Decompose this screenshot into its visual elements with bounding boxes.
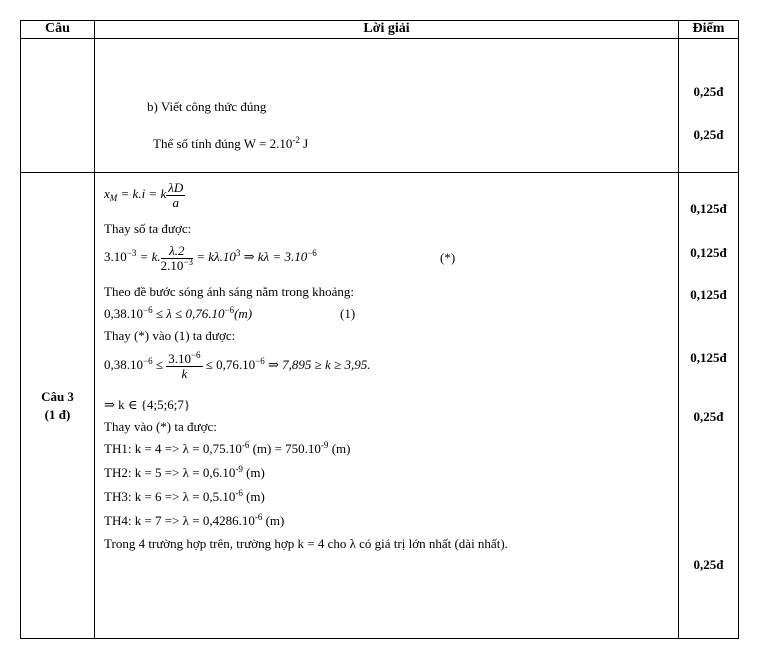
question-cell — [21, 39, 95, 173]
header-diem: Điểm — [679, 21, 739, 39]
points-value: 0,25đ — [693, 127, 724, 142]
question-points: (1 đ) — [44, 407, 71, 422]
case-th2: TH2: $k = 5 => \lambda = 0,6.10^{-9}$ (m) — [104, 464, 265, 480]
equation-k-lambda: $3.10^{-3} = k$. $\frac{\lambda.2}{2.10^{-3}}$ = $k\lambda.10^3$ ⇒ $k\lambda = 3.10^{-6}$ — [104, 242, 317, 273]
equation-inequality: $0,38.10^{-6}$ ≤ $\frac{3.10^{-6}}{k}$ ≤ $0,76.10^{-6}$ ⇒ 7,895 ≥ k ≥ 3,95. — [104, 349, 371, 381]
table-row — [21, 39, 739, 173]
table-row — [21, 173, 739, 639]
solution-table — [20, 20, 739, 639]
points-cell — [679, 39, 739, 173]
points-cell — [679, 173, 739, 639]
line-theo-de: Theo đề bước sóng ánh sáng nằm trong khoảng: — [104, 284, 355, 299]
line-w: Thế số tính đúng $W = 2.10^{-2}$ J — [153, 135, 309, 151]
line-thay-vao: Thay vào (*) ta được: — [104, 419, 217, 434]
star-label: (*) — [440, 250, 456, 265]
case-th3: TH3: $k = 6 => \lambda = 0,5.10^{-6}$ (m) — [104, 488, 265, 504]
conclusion-text: Trong 4 trường hợp trên, trường hợp k = 4 cho λ có giá trị lớn nhất (dài nhất). — [104, 536, 508, 551]
equation-tag: (1) — [340, 306, 356, 321]
solution-cell — [95, 173, 679, 639]
points-value: 0,125đ — [690, 350, 727, 365]
points-value: 0,25đ — [693, 409, 724, 424]
line-b: b) Viết công thức đúng — [147, 99, 267, 114]
points-value: 0,25đ — [693, 84, 724, 99]
line-thay-so: Thay số ta được: — [104, 221, 192, 236]
line-thay-star: Thay (*) vào (1) ta được: — [104, 328, 236, 343]
points-value: 0,125đ — [690, 245, 727, 260]
equation-xm: $x_M = k.i = k$ $\frac{\lambda D}{a}$ — [104, 179, 184, 210]
points-value: 0,125đ — [690, 201, 727, 216]
question-label: Câu 3 — [41, 389, 74, 404]
header-cau: Câu — [21, 21, 95, 39]
solution-cell — [95, 39, 679, 173]
equation-k-set: ⇒ k ∈ {4;5;6;7} — [104, 397, 191, 412]
header-row — [21, 21, 739, 39]
equation-range: $0,38.10^{-6} \le \lambda \le 0,76.10^{-6}(m)$ — [104, 305, 253, 321]
points-value: 0,125đ — [690, 287, 727, 302]
header-loi-giai: Lời giải — [95, 21, 679, 39]
question-cell — [21, 173, 95, 639]
points-value: 0,25đ — [693, 557, 724, 572]
case-th4: TH4: $k = 7 => \lambda = 0,4286.10^{-6}$ (m) — [104, 512, 285, 528]
case-th1: TH1: $k = 4 => \lambda = 0,75.10^{-6}$ $(m) = 750.10^{-9}$ (m) — [104, 440, 351, 456]
